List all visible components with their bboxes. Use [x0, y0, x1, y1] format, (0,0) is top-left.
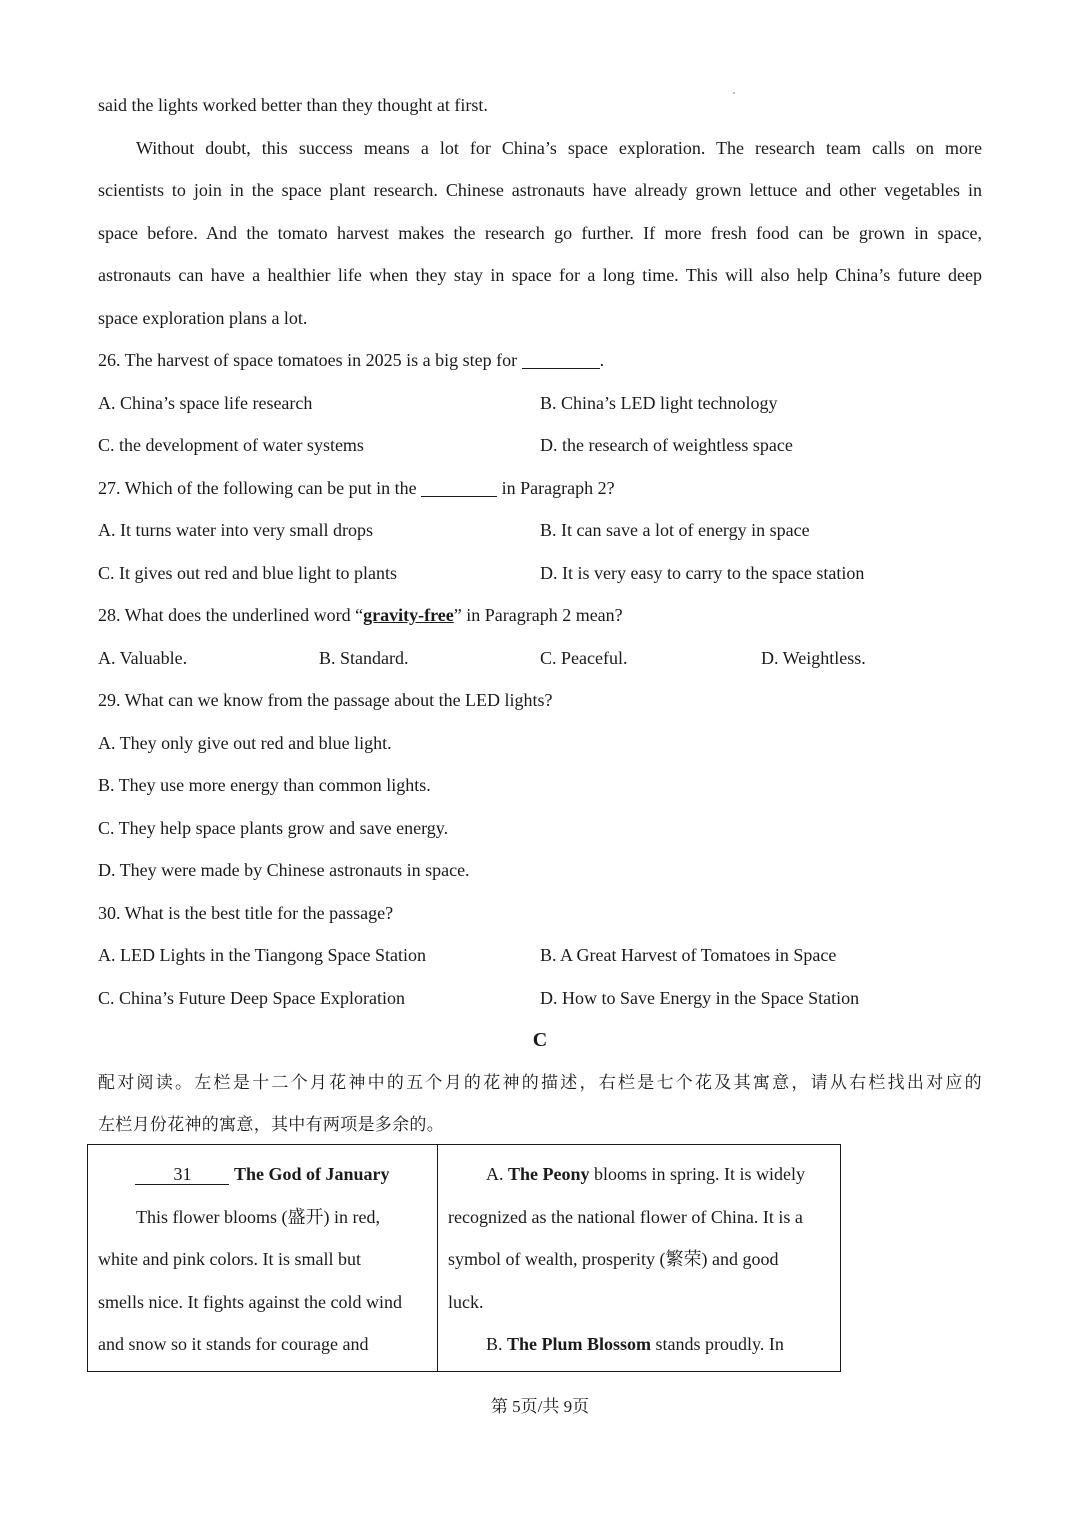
question-30-options: [98, 977, 982, 1020]
matching-left-column: [88, 1145, 438, 1371]
page-number: 第 5页/共 9页: [490, 1397, 590, 1416]
description-line: recognized as the national flower of China. It is a: [448, 1206, 803, 1227]
option-c: C. China’s Future Deep Space Exploration: [98, 987, 405, 1008]
option-a: A. China’s space life research: [98, 392, 313, 413]
matching-table: [87, 1144, 841, 1372]
option-d: D. How to Save Energy in the Space Station: [540, 987, 860, 1008]
question-26-stem: 26. The harvest of space tomatoes in 2025 is a big step for .: [98, 350, 605, 370]
option-d: D. the research of weightless space: [540, 435, 793, 455]
option-d: D. Weightless.: [761, 647, 866, 668]
passage-line: space before. And the tomato harvest makes the research go further. If more fresh food can be grown in space,: [98, 222, 982, 243]
description-line: white and pink colors. It is small but: [98, 1249, 361, 1269]
matching-right-column: [438, 1145, 840, 1371]
option-a: A. It turns water into very small drops: [98, 520, 373, 540]
description-line: This flower blooms (盛开) in red,: [136, 1206, 380, 1227]
description-line: and snow so it stands for courage and: [98, 1334, 369, 1354]
option-b: B. A Great Harvest of Tomatoes in Space: [540, 945, 837, 965]
month-title: The God of January: [233, 1164, 390, 1184]
description-line: symbol of wealth, prosperity (繁荣) and good: [448, 1249, 779, 1269]
flower-option-b: B. The Plum Blossom stands proudly. In: [486, 1334, 784, 1354]
option-d: D. It is very easy to carry to the space station: [540, 562, 865, 583]
question-28-stem: 28. What does the underlined word “gravity-free” in Paragraph 2 mean?: [98, 605, 623, 625]
flower-option-a: A. The Peony blooms in spring. It is widely: [486, 1164, 806, 1184]
question-26-options: [98, 382, 982, 425]
passage-line: astronauts can have a healthier life when they stay in space for a long time. This will also help China’s future deep: [98, 265, 982, 285]
passage-line: Without doubt, this success means a lot for China’s space exploration. The research team calls on more: [136, 137, 982, 158]
option-c: C. It gives out red and blue light to plants: [98, 562, 397, 583]
answer-blank: [522, 350, 600, 369]
option-b: B. China’s LED light technology: [540, 392, 778, 413]
question-30-stem: 30. What is the best title for the passage?: [98, 902, 394, 923]
answer-blank-31: 31: [135, 1164, 229, 1185]
question-27-stem: 27. Which of the following can be put in the in Paragraph 2?: [98, 477, 615, 498]
underlined-word: gravity-free: [363, 605, 454, 625]
description-line: luck.: [448, 1291, 484, 1312]
option-a: A. They only give out red and blue light.: [98, 732, 392, 753]
answer-blank: [421, 478, 497, 497]
option-b: B. It can save a lot of energy in space: [540, 520, 810, 540]
question-26-options: [98, 424, 982, 467]
option-c: C. the development of water systems: [98, 435, 364, 455]
option-a: A. LED Lights in the Tiangong Space Station: [98, 945, 426, 965]
passage-line: space exploration plans a lot.: [98, 307, 308, 328]
question-30-options: [98, 934, 982, 977]
passage-line: said the lights worked better than they thought at first.: [98, 95, 488, 115]
option-a: A. Valuable.: [98, 647, 188, 668]
question-27-options: [98, 552, 982, 595]
option-d: D. They were made by Chinese astronauts in space.: [98, 860, 470, 880]
section-instructions: 左栏月份花神的寓意，其中有两项是多余的。: [98, 1115, 444, 1135]
option-c: C. Peaceful.: [540, 647, 628, 668]
passage-line: scientists to join in the space plant research. Chinese astronauts have already grown lettuce and other vegetables in: [98, 180, 982, 200]
section-instructions: 配对阅读。左栏是十二个月花神中的五个月的花神的描述，右栏是七个花及其寓意，请从右栏找出对应的: [98, 1072, 982, 1093]
option-c: C. They help space plants grow and save energy.: [98, 817, 449, 838]
question-29-stem: 29. What can we know from the passage about the LED lights?: [98, 690, 553, 710]
section-heading: C: [532, 1029, 548, 1051]
description-line: smells nice. It fights against the cold wind: [98, 1291, 402, 1312]
option-b: B. They use more energy than common lights.: [98, 775, 431, 795]
exam-page-content: [98, 84, 982, 1147]
question-27-options: [98, 509, 982, 552]
month-heading: [98, 1153, 427, 1196]
option-b: B. Standard.: [319, 647, 409, 668]
question-28-options: [98, 637, 982, 680]
